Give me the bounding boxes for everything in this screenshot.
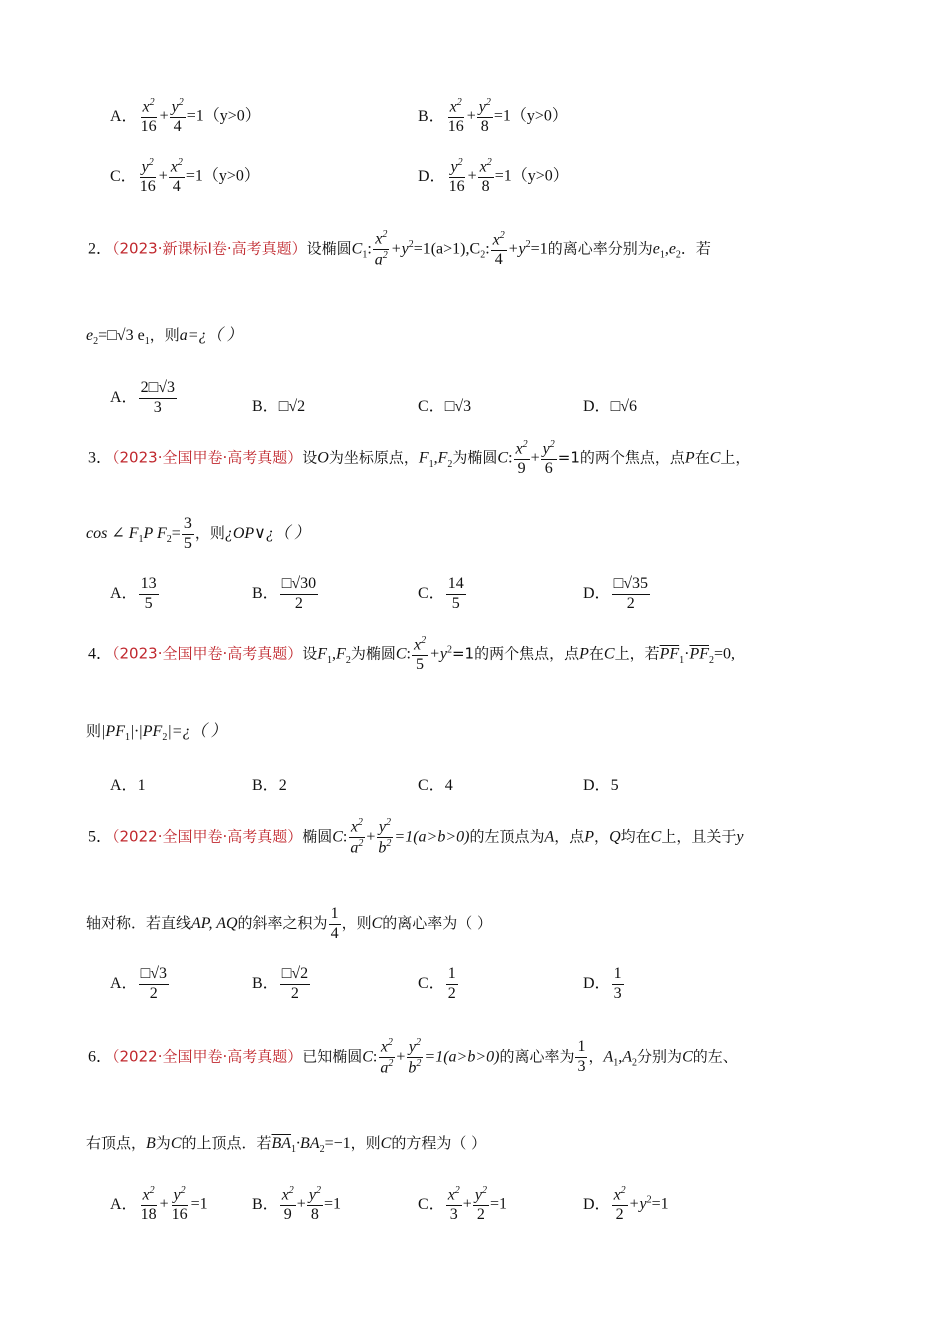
q3-option-d[interactable]: D． $\frac{□√35}{2}$ (583, 575, 649, 612)
q2-source: （2023·新课标Ⅰ卷·高考真题） (112, 239, 307, 258)
q4-source: （2023·全国甲卷·高考真题） (112, 644, 303, 663)
q2-option-a[interactable]: A． $\frac{2□√3}{3}$ (110, 379, 176, 416)
q2-stem-line2: $e_2=□√3$ $e_1$，则a=¿（ ） (86, 326, 243, 348)
q2-option-b[interactable]: B．□√2 (252, 398, 306, 415)
q4-option-b[interactable]: B．2 (252, 777, 287, 794)
q4-option-c[interactable]: C．4 (418, 777, 453, 794)
q2-stem-line1: 2．（2023·新课标Ⅰ卷·高考真题）设椭圆$C_1$: $\frac{x^2}{a^2}$ $+y^2=1(a>1),C_2$: $\frac{x^2}{4}$ $+y^2=1$的离心率分别为$e_1,e_2$．若 (88, 229, 711, 269)
q3-option-b[interactable]: B． $\frac{□√30}{2}$ (252, 575, 317, 612)
q4-stem-line2: 则$|PF_1|\cdot|PF_2|=¿$（ ） (86, 722, 227, 744)
q3-option-c[interactable]: C． $\frac{14}{5}$ (418, 575, 464, 612)
q5-stem-line1: 5．（2022·全国甲卷·高考真题）椭圆C: $\frac{x^2}{a^2}$ + $\frac{y^2}{b^2}$ =1(a>b>0)的左顶点为A，点P，Q均在C上，且关于y (88, 817, 744, 857)
q5-source: （2022·全国甲卷·高考真题） (112, 827, 303, 846)
q4-stem-line1: 4．（2023·全国甲卷·高考真题）设$F_1,F_2$为椭圆C: $\frac{x^2}{5}$ $+y^2=1$的两个焦点，点P在C上，若$\overline{PF}_1\cdot\overline{PF}_2=0$, (88, 635, 736, 674)
q6-option-d[interactable]: D． $\frac{x^2}{2}$ $+y^2=1$ (583, 1185, 669, 1224)
q4-option-a[interactable]: A．1 (110, 777, 146, 794)
q5-option-c[interactable]: C． $\frac{1}{2}$ (418, 965, 456, 1002)
q1-option-a[interactable]: A． $\frac{x^2}{16}$ + $\frac{y^2}{4}$ =1（y>0） (110, 97, 261, 136)
q3-stem-line1: 3．（2023·全国甲卷·高考真题）设O为坐标原点，$F_1,F_2$为椭圆C: $\frac{x^2}{9}$ + $\frac{y^2}{6}$ =1的两个焦点，点P在C上， (88, 439, 751, 478)
q6-option-a[interactable]: A． $\frac{x^2}{18}$ + $\frac{y^2}{16}$ =1 (110, 1185, 208, 1224)
q4-option-d[interactable]: D．5 (583, 777, 619, 794)
q1-option-d[interactable]: D． $\frac{y^2}{16}$ + $\frac{x^2}{8}$ =1（y>0） (418, 157, 569, 196)
q6-source: （2022·全国甲卷·高考真题） (112, 1047, 303, 1066)
q6-option-b[interactable]: B． $\frac{x^2}{9}$ + $\frac{y^2}{8}$ =1 (252, 1185, 341, 1224)
q3-option-a[interactable]: A． $\frac{13}{5}$ (110, 575, 157, 612)
q5-option-b[interactable]: B． $\frac{□√2}{2}$ (252, 965, 309, 1002)
q3-source: （2023·全国甲卷·高考真题） (112, 448, 303, 467)
q5-stem-line2: 轴对称．若直线AP, AQ的斜率之积为 $\frac{1}{4}$ ，则C的离心率为（ ） (86, 905, 493, 942)
q3-stem-line2: cos ∠ $F_1P$ $F_2=$ $\frac{3}{5}$ ，则¿OP∨¿（ ） (86, 515, 310, 552)
q1-option-c[interactable]: C． $\frac{y^2}{16}$ + $\frac{x^2}{4}$ =1（y>0） (110, 157, 260, 196)
q2-option-d[interactable]: D．□√6 (583, 398, 638, 415)
q2-option-c[interactable]: C．□√3 (418, 398, 472, 415)
q1-option-b[interactable]: B． $\frac{x^2}{16}$ + $\frac{y^2}{8}$ =1（y>0） (418, 97, 568, 136)
q5-option-d[interactable]: D． $\frac{1}{3}$ (583, 965, 622, 1002)
q5-option-a[interactable]: A． $\frac{□√3}{2}$ (110, 965, 168, 1002)
q6-stem-line2: 右顶点，B为C的上顶点．若$\overline{BA}_1\cdot BA_2=-1$，则C的方程为（ ） (86, 1134, 487, 1156)
q6-option-c[interactable]: C． $\frac{x^2}{3}$ + $\frac{y^2}{2}$ =1 (418, 1185, 507, 1224)
q6-stem-line1: 6．（2022·全国甲卷·高考真题）已知椭圆C: $\frac{x^2}{a^2}$ + $\frac{y^2}{b^2}$ =1(a>b>0)的离心率为 $\frac{1}{3}$ ，$A_1,A_2$分别为C的左、 (88, 1037, 738, 1077)
